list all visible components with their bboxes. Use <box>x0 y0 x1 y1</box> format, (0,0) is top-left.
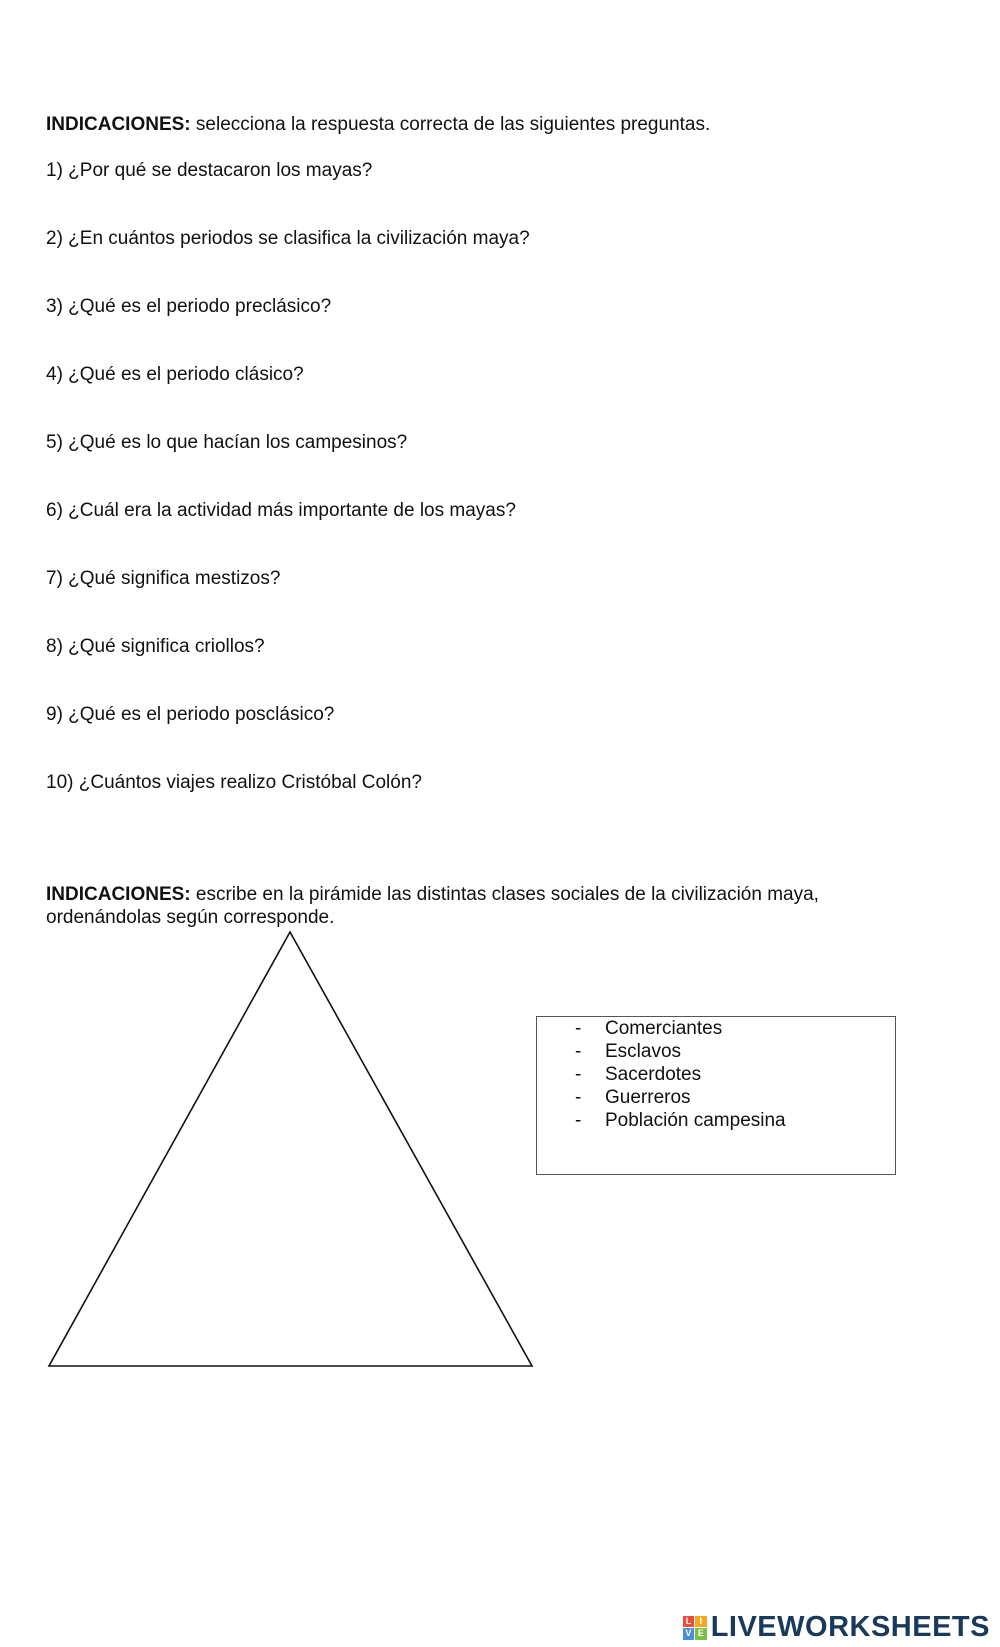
question-9: 9) ¿Qué es el periodo posclásico? <box>46 704 335 725</box>
word-bank-item: - Población campesina <box>575 1110 786 1131</box>
instructions-label: INDICACIONES: <box>46 884 191 905</box>
word-bank-item: - Esclavos <box>575 1041 682 1062</box>
liveworksheets-wordmark: LIVEWORKSHEETS <box>710 1611 990 1643</box>
word-bank-item: - Comerciantes <box>575 1018 723 1039</box>
question-3: 3) ¿Qué es el periodo preclásico? <box>46 296 332 317</box>
question-8: 8) ¿Qué significa criollos? <box>46 636 265 657</box>
instructions-label: INDICACIONES: <box>46 114 191 135</box>
instructions-text: escribe en la pirámide las distintas clases sociales de la civilización maya, ordenándolas según corresponde. <box>46 884 819 928</box>
instructions-text: selecciona la respuesta correcta de las siguientes preguntas. <box>190 114 711 135</box>
word-bank-item: - Guerreros <box>575 1087 691 1108</box>
liveworksheets-logo-icon: L I V E <box>683 1616 707 1640</box>
liveworksheets-brand[interactable] <box>683 1611 990 1644</box>
question-6: 6) ¿Cuál era la actividad más importante de los mayas? <box>46 500 516 521</box>
question-2: 2) ¿En cuántos periodos se clasifica la civilización maya? <box>46 228 530 249</box>
question-10: 10) ¿Cuántos viajes realizo Cristóbal Colón? <box>46 772 422 793</box>
question-7: 7) ¿Qué significa mestizos? <box>46 568 281 589</box>
question-1: 1) ¿Por qué se destacaron los mayas? <box>46 160 373 181</box>
question-4: 4) ¿Qué es el periodo clásico? <box>46 364 304 385</box>
word-bank-box <box>536 1016 896 1175</box>
pyramid-triangle[interactable] <box>49 932 532 1366</box>
word-bank-item: - Sacerdotes <box>575 1064 702 1085</box>
question-5: 5) ¿Qué es lo que hacían los campesinos? <box>46 432 408 453</box>
word-bank-list <box>575 1017 786 1132</box>
